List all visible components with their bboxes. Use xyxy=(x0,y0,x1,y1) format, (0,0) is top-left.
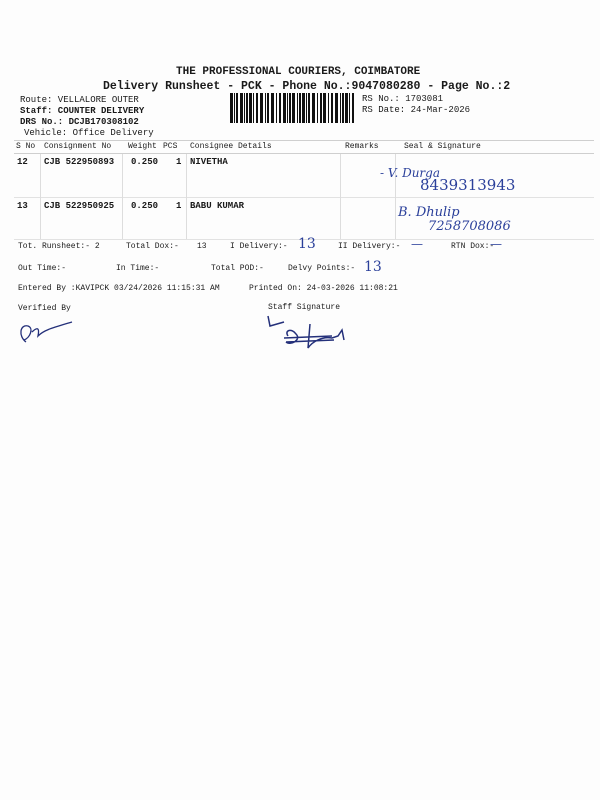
barcode-bar xyxy=(256,93,258,123)
consignee: NIVETHA xyxy=(190,157,228,167)
barcode-bar xyxy=(320,93,322,123)
barcode-bar xyxy=(297,93,298,123)
barcode-bar xyxy=(308,93,310,123)
barcode-bar xyxy=(279,93,281,123)
rs-date: RS Date: 24-Mar-2026 xyxy=(362,105,471,115)
route: Route: VELLALORE OUTER xyxy=(20,95,139,105)
consignment-no: CJB 522950893 xyxy=(44,157,115,167)
barcode-bar xyxy=(352,93,354,123)
in-time: In Time:- xyxy=(116,264,160,273)
drs-no: DRS No.: DCJB170308102 xyxy=(20,117,139,127)
staff-signature xyxy=(262,312,372,352)
rtn-dox: — xyxy=(490,237,502,251)
barcode-bar xyxy=(335,93,338,123)
col-sno: S No xyxy=(16,142,36,151)
rs-no: RS No.: 1703081 xyxy=(362,94,444,104)
col-consignee: Consignee Details xyxy=(190,142,272,151)
entered-by: Entered By :KAVIPCK 03/24/2026 11:15:31 AM xyxy=(18,284,220,293)
col-pcs: PCS xyxy=(163,142,178,151)
pcs: 1 xyxy=(176,201,182,211)
total-dox-label: Total Dox:- xyxy=(126,242,179,251)
barcode-bar xyxy=(331,93,333,123)
divider xyxy=(14,153,594,154)
staff: Staff: COUNTER DELIVERY xyxy=(20,106,145,116)
ii-delivery-label: II Delivery:- xyxy=(338,242,401,251)
barcode-bar xyxy=(283,93,286,123)
handwritten-phone: 7258708086 xyxy=(428,219,511,234)
weight: 0.250 xyxy=(131,157,159,167)
consignment-no: CJB 522950925 xyxy=(44,201,115,211)
barcode-bar xyxy=(289,93,291,123)
verified-signature xyxy=(16,318,76,348)
handwritten-name: - V. Durga xyxy=(380,166,440,180)
weight: 0.250 xyxy=(131,201,159,211)
barcode-bar xyxy=(265,93,266,123)
barcode-bar xyxy=(267,93,269,123)
pcs: 1 xyxy=(176,157,182,167)
company-title: THE PROFESSIONAL COURIERS, COIMBATORE xyxy=(176,66,421,78)
vehicle: Vehicle: Office Delivery xyxy=(24,128,154,138)
barcode-bar xyxy=(249,93,252,123)
barcode-bar xyxy=(349,93,350,123)
barcode-bar xyxy=(230,93,233,123)
delvy-points: 13 xyxy=(364,259,382,275)
barcode-bar xyxy=(312,93,315,123)
consignee: BABU KUMAR xyxy=(190,201,245,211)
handwritten-phone: 8439313943 xyxy=(420,176,516,194)
barcode-bar xyxy=(299,93,301,123)
divider xyxy=(40,154,41,239)
staff-signature-label: Staff Signature xyxy=(268,303,341,312)
col-weight: Weight xyxy=(128,142,157,151)
barcode-bar xyxy=(287,93,288,123)
barcode-bar xyxy=(302,93,305,123)
barcode-bar xyxy=(306,93,307,123)
barcode-bar xyxy=(340,93,341,123)
col-seal: Seal & Signature xyxy=(404,142,481,151)
barcode xyxy=(230,93,356,123)
i-delivery: 13 xyxy=(298,236,316,252)
tot-runsheet: Tot. Runsheet:- 2 xyxy=(18,242,100,251)
total-pod: Total POD:- xyxy=(211,264,264,273)
out-time: Out Time:- xyxy=(18,264,67,273)
barcode-bar xyxy=(246,93,248,123)
ii-delivery: — xyxy=(411,237,423,251)
sno: 12 xyxy=(17,157,28,167)
sno: 13 xyxy=(17,201,28,211)
divider xyxy=(14,197,594,198)
barcode-bar xyxy=(253,93,254,123)
barcode-bar xyxy=(345,93,348,123)
runsheet-subtitle: Delivery Runsheet - PCK - Phone No.:9047080280 - Page No.:2 xyxy=(103,80,511,93)
barcode-bar xyxy=(240,93,243,123)
barcode-bar xyxy=(342,93,344,123)
barcode-bar xyxy=(292,93,295,123)
barcode-bar xyxy=(323,93,326,123)
i-delivery-label: I Delivery:- xyxy=(230,242,288,251)
barcode-bar xyxy=(317,93,318,123)
col-consignment: Consignment No xyxy=(44,142,112,151)
barcode-bar xyxy=(236,93,238,123)
divider xyxy=(14,140,594,141)
barcode-bar xyxy=(276,93,277,123)
barcode-bar xyxy=(260,93,263,123)
divider xyxy=(340,154,341,239)
handwritten-name: B. Dhulip xyxy=(398,205,460,220)
barcode-bar xyxy=(234,93,235,123)
divider xyxy=(186,154,187,239)
total-dox: 13 xyxy=(197,242,207,251)
col-remarks: Remarks xyxy=(345,142,379,151)
barcode-bar xyxy=(244,93,245,123)
delvy-points-label: Delvy Points:- xyxy=(288,264,356,273)
barcode-bar xyxy=(271,93,274,123)
verified-by: Verified By xyxy=(18,304,71,313)
rtn-dox-label: RTN Dox:- xyxy=(451,242,495,251)
divider xyxy=(122,154,123,239)
barcode-bar xyxy=(328,93,329,123)
printed-on: Printed On: 24-03-2026 11:08:21 xyxy=(249,284,398,293)
